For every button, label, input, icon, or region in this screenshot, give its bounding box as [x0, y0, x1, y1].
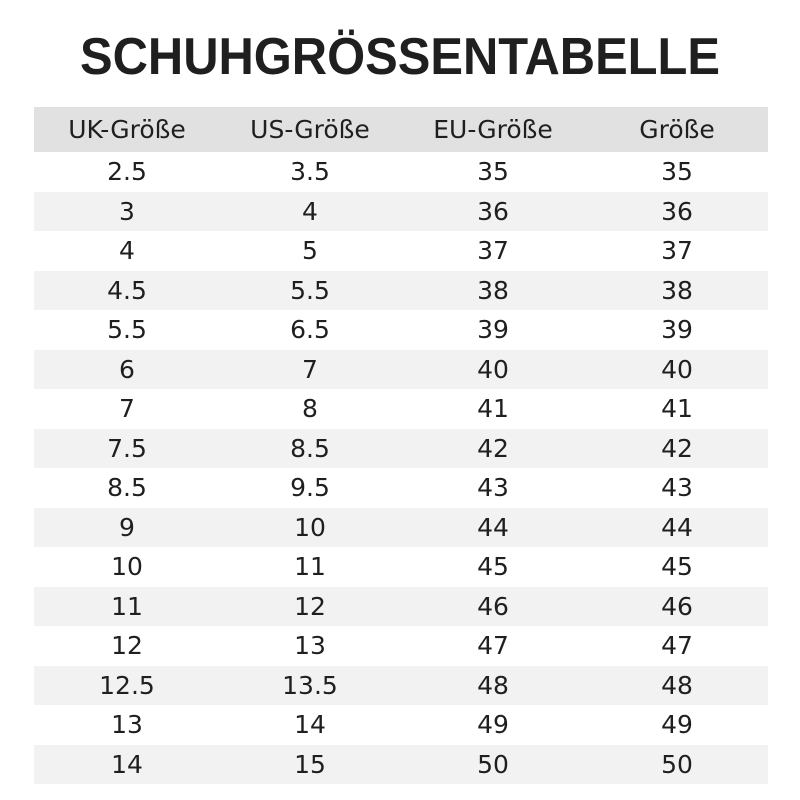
table-row	[34, 389, 768, 429]
cell-us: 9.5	[290, 473, 330, 503]
cell-eu: 49	[477, 710, 509, 740]
table-row	[34, 271, 768, 311]
cell-uk: 6	[119, 354, 135, 384]
table-row	[34, 468, 768, 508]
cell-size: 39	[661, 315, 693, 345]
table-row	[34, 350, 768, 390]
cell-eu: 38	[477, 275, 509, 305]
table-row	[34, 192, 768, 232]
cell-us: 14	[294, 710, 326, 740]
table-row	[34, 231, 768, 271]
cell-eu: 47	[477, 631, 509, 661]
cell-us: 5	[302, 236, 318, 266]
cell-us: 3.5	[290, 157, 330, 187]
cell-eu: 36	[477, 196, 509, 226]
cell-size: 41	[661, 394, 693, 424]
cell-uk: 3	[119, 196, 135, 226]
cell-eu: 46	[477, 591, 509, 621]
cell-eu: 45	[477, 552, 509, 582]
cell-eu: 44	[477, 512, 509, 542]
cell-uk: 14	[111, 749, 143, 779]
cell-eu: 37	[477, 236, 509, 266]
table-row	[34, 547, 768, 587]
cell-eu: 40	[477, 354, 509, 384]
cell-size: 38	[661, 275, 693, 305]
cell-uk: 10	[111, 552, 143, 582]
cell-uk: 5.5	[107, 315, 147, 345]
cell-uk: 11	[111, 591, 143, 621]
cell-us: 6.5	[290, 315, 330, 345]
cell-eu: 41	[477, 394, 509, 424]
cell-uk: 4.5	[107, 275, 147, 305]
cell-uk: 7.5	[107, 433, 147, 463]
cell-us: 15	[294, 749, 326, 779]
cell-us: 11	[294, 552, 326, 582]
cell-eu: 43	[477, 473, 509, 503]
header-eu-size: EU-Größe	[433, 115, 553, 144]
size-table	[34, 107, 768, 784]
cell-uk: 12	[111, 631, 143, 661]
cell-uk: 9	[119, 512, 135, 542]
table-header-row	[34, 107, 768, 152]
table-row	[34, 626, 768, 666]
cell-us: 4	[302, 196, 318, 226]
cell-size: 37	[661, 236, 693, 266]
cell-uk: 4	[119, 236, 135, 266]
cell-us: 5.5	[290, 275, 330, 305]
table-row	[34, 310, 768, 350]
header-us-size: US-Größe	[250, 115, 370, 144]
cell-eu: 35	[477, 157, 509, 187]
cell-size: 35	[661, 157, 693, 187]
header-size: Größe	[639, 115, 715, 144]
cell-us: 8.5	[290, 433, 330, 463]
page-title: SCHUHGRÖSSENTABELLE	[79, 28, 720, 86]
cell-size: 42	[661, 433, 693, 463]
table-row	[34, 587, 768, 627]
table-row	[34, 705, 768, 745]
cell-us: 13.5	[282, 670, 338, 700]
table-row	[34, 745, 768, 785]
cell-eu: 42	[477, 433, 509, 463]
cell-us: 7	[302, 354, 318, 384]
table-row	[34, 429, 768, 469]
cell-uk: 12.5	[99, 670, 155, 700]
header-uk-size: UK-Größe	[68, 115, 186, 144]
cell-size: 44	[661, 512, 693, 542]
cell-us: 12	[294, 591, 326, 621]
cell-size: 45	[661, 552, 693, 582]
cell-size: 48	[661, 670, 693, 700]
cell-uk: 13	[111, 710, 143, 740]
cell-size: 46	[661, 591, 693, 621]
cell-size: 40	[661, 354, 693, 384]
cell-us: 10	[294, 512, 326, 542]
cell-size: 49	[661, 710, 693, 740]
cell-size: 50	[661, 749, 693, 779]
cell-eu: 50	[477, 749, 509, 779]
cell-uk: 2.5	[107, 157, 147, 187]
cell-us: 8	[302, 394, 318, 424]
cell-eu: 39	[477, 315, 509, 345]
table-row	[34, 508, 768, 548]
cell-uk: 7	[119, 394, 135, 424]
cell-eu: 48	[477, 670, 509, 700]
cell-us: 13	[294, 631, 326, 661]
cell-uk: 8.5	[107, 473, 147, 503]
cell-size: 36	[661, 196, 693, 226]
table-row	[34, 152, 768, 192]
table-row	[34, 666, 768, 706]
cell-size: 47	[661, 631, 693, 661]
cell-size: 43	[661, 473, 693, 503]
